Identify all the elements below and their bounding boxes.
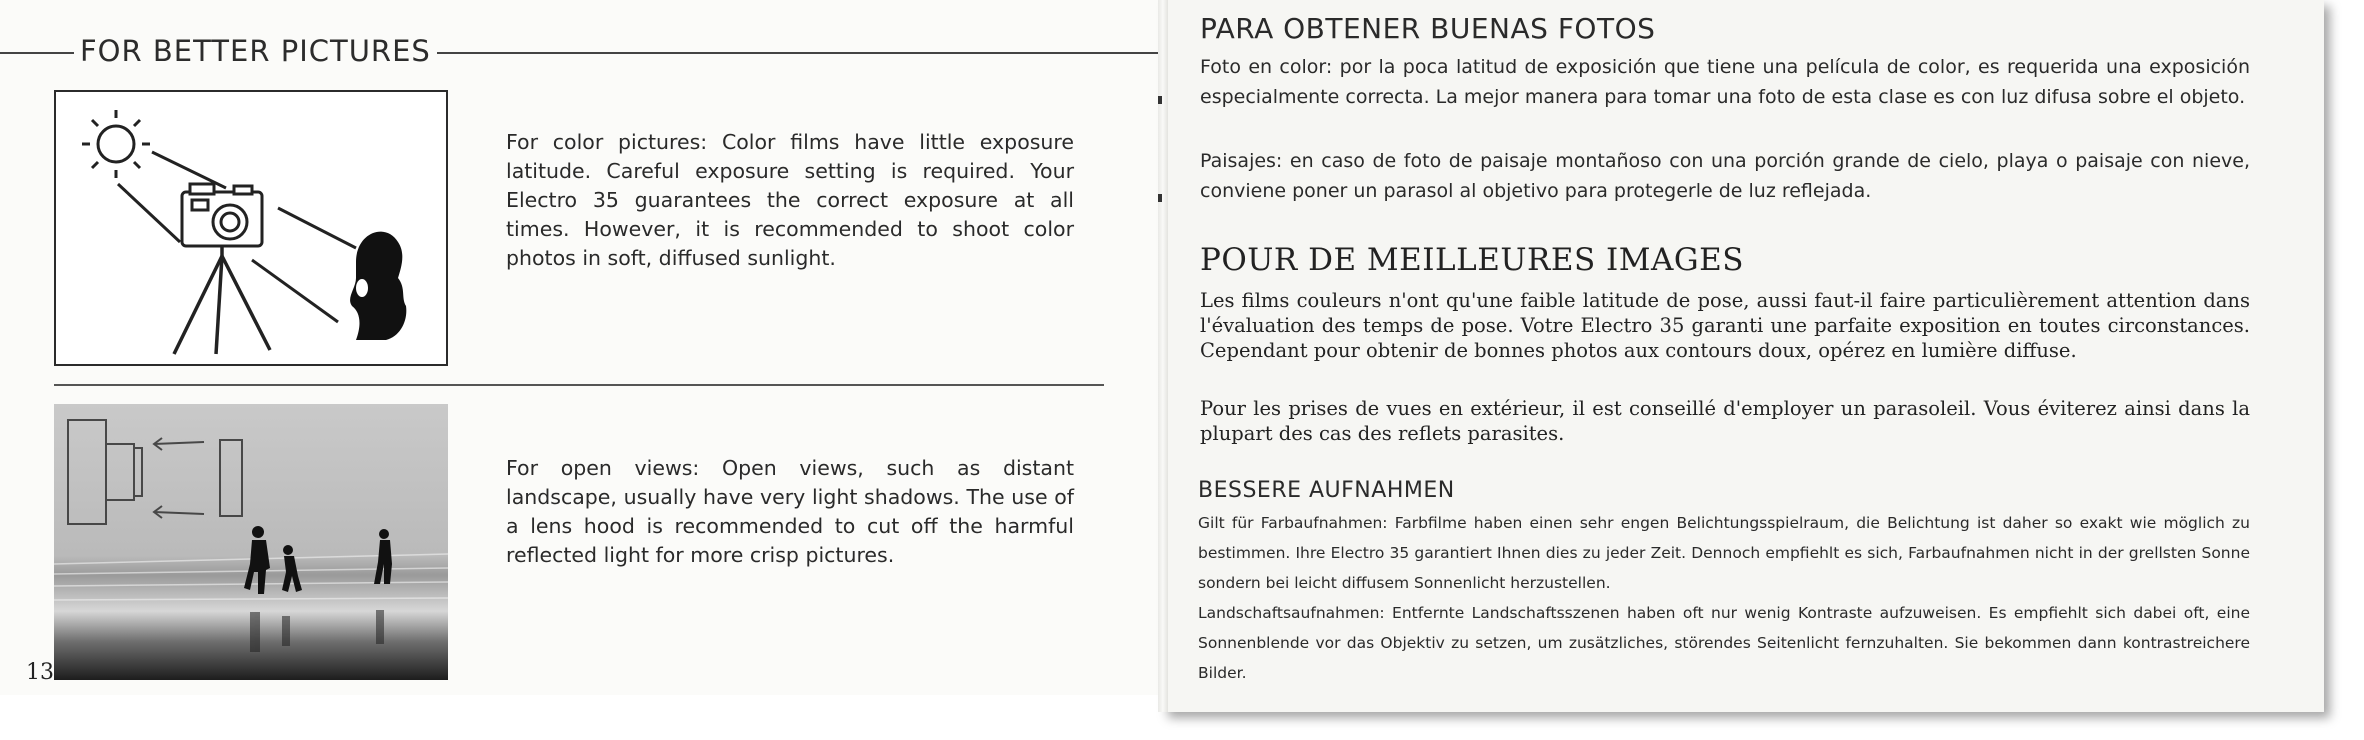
spanish-title: PARA OBTENER BUENAS FOTOS bbox=[1200, 12, 1656, 45]
german-title: BESSERE AUFNAHMEN bbox=[1198, 478, 1455, 503]
beach-photo bbox=[54, 404, 448, 680]
french-landscape-text: Pour les prises de vues en extérieur, il est conseillé d'employer un parasoleil. Vous éviterez ainsi dans la plupart des cas des reflets parasites. bbox=[1200, 397, 2250, 445]
french-color-text: Les films couleurs n'ont qu'une faible latitude de pose, aussi faut-il faire particulièrement attention dans l'évaluation des temps de pose. Votre Electro 35 garanti une parfaite exposition en toutes circonstances. Cependant pour obtenir de bonnes photos aux contours doux, opérez en lumière diffuse. bbox=[1200, 289, 2250, 362]
french-title: POUR DE MEILLEURES IMAGES bbox=[1200, 242, 1745, 278]
color-pictures-text: For color pictures: Color films have little exposure latitude. Careful exposure setting is required. Your Electro 35 guarantees the correct exposure at all times. However, it is recommended to shoot color photos in soft, diffused sunlight. bbox=[506, 130, 1074, 270]
gutter-mark bbox=[1158, 96, 1162, 104]
sun-icon bbox=[98, 126, 134, 162]
page-number: 13 bbox=[26, 660, 54, 685]
camera-icon bbox=[182, 184, 262, 246]
book-gutter bbox=[1158, 0, 1168, 712]
page-title: FOR BETTER PICTURES bbox=[74, 34, 437, 68]
title-rule-right bbox=[404, 52, 1158, 54]
beach-scene bbox=[54, 404, 448, 680]
spanish-landscape-text: Paisajes: en caso de foto de paisaje montañoso con una porción grande de cielo, playa o paisaje con nieve, conviene poner un parasol al objetivo para protegerle de luz reflejada. bbox=[1200, 150, 2250, 202]
spanish-color-text: Foto en color: por la poca latitud de exposición que tiene una película de color, es requerida una exposición especialmente correcta. La mejor manera para tomar una foto de esta clase es con luz difusa sobre el objeto. bbox=[1200, 56, 2250, 108]
title-rule-left bbox=[0, 52, 78, 54]
gutter-mark bbox=[1158, 194, 1162, 202]
german-landscape-text: Landschaftsaufnahmen: Entfernte Landschaftsszenen haben oft nur wenig Kontraste aufzuweisen. Es empfiehlt sich dabei oft, eine Sonnenblende vor das Objektiv zu setzen, um zusätzliches, störendes Seitenlicht fernzuhalten. Sie bekommen dann kontrastreichere Bilder. bbox=[1198, 604, 2250, 682]
subject-silhouette-icon bbox=[350, 232, 406, 340]
open-views-text: For open views: Open views, such as distant landscape, usually have very light shadows. The use of a lens hood is recommended to cut off the harmful reflected light for more crisp pictures. bbox=[506, 456, 1074, 567]
sunlight-diagram bbox=[56, 92, 446, 364]
section-divider bbox=[54, 384, 1104, 386]
sunlight-illustration bbox=[54, 90, 448, 366]
german-color-text: Gilt für Farbaufnahmen: Farbfilme haben einen sehr engen Belichtungsspielraum, die Belichtung ist daher so exakt wie möglich zu bestimmen. Ihre Electro 35 garantiert Ihnen dies zu jeder Zeit. Dennoch empfiehlt es sich, Farbaufnahmen nicht in der grellsten Sonne sondern bei leicht diffusem Sonnenlicht herzustellen. bbox=[1198, 514, 2250, 592]
